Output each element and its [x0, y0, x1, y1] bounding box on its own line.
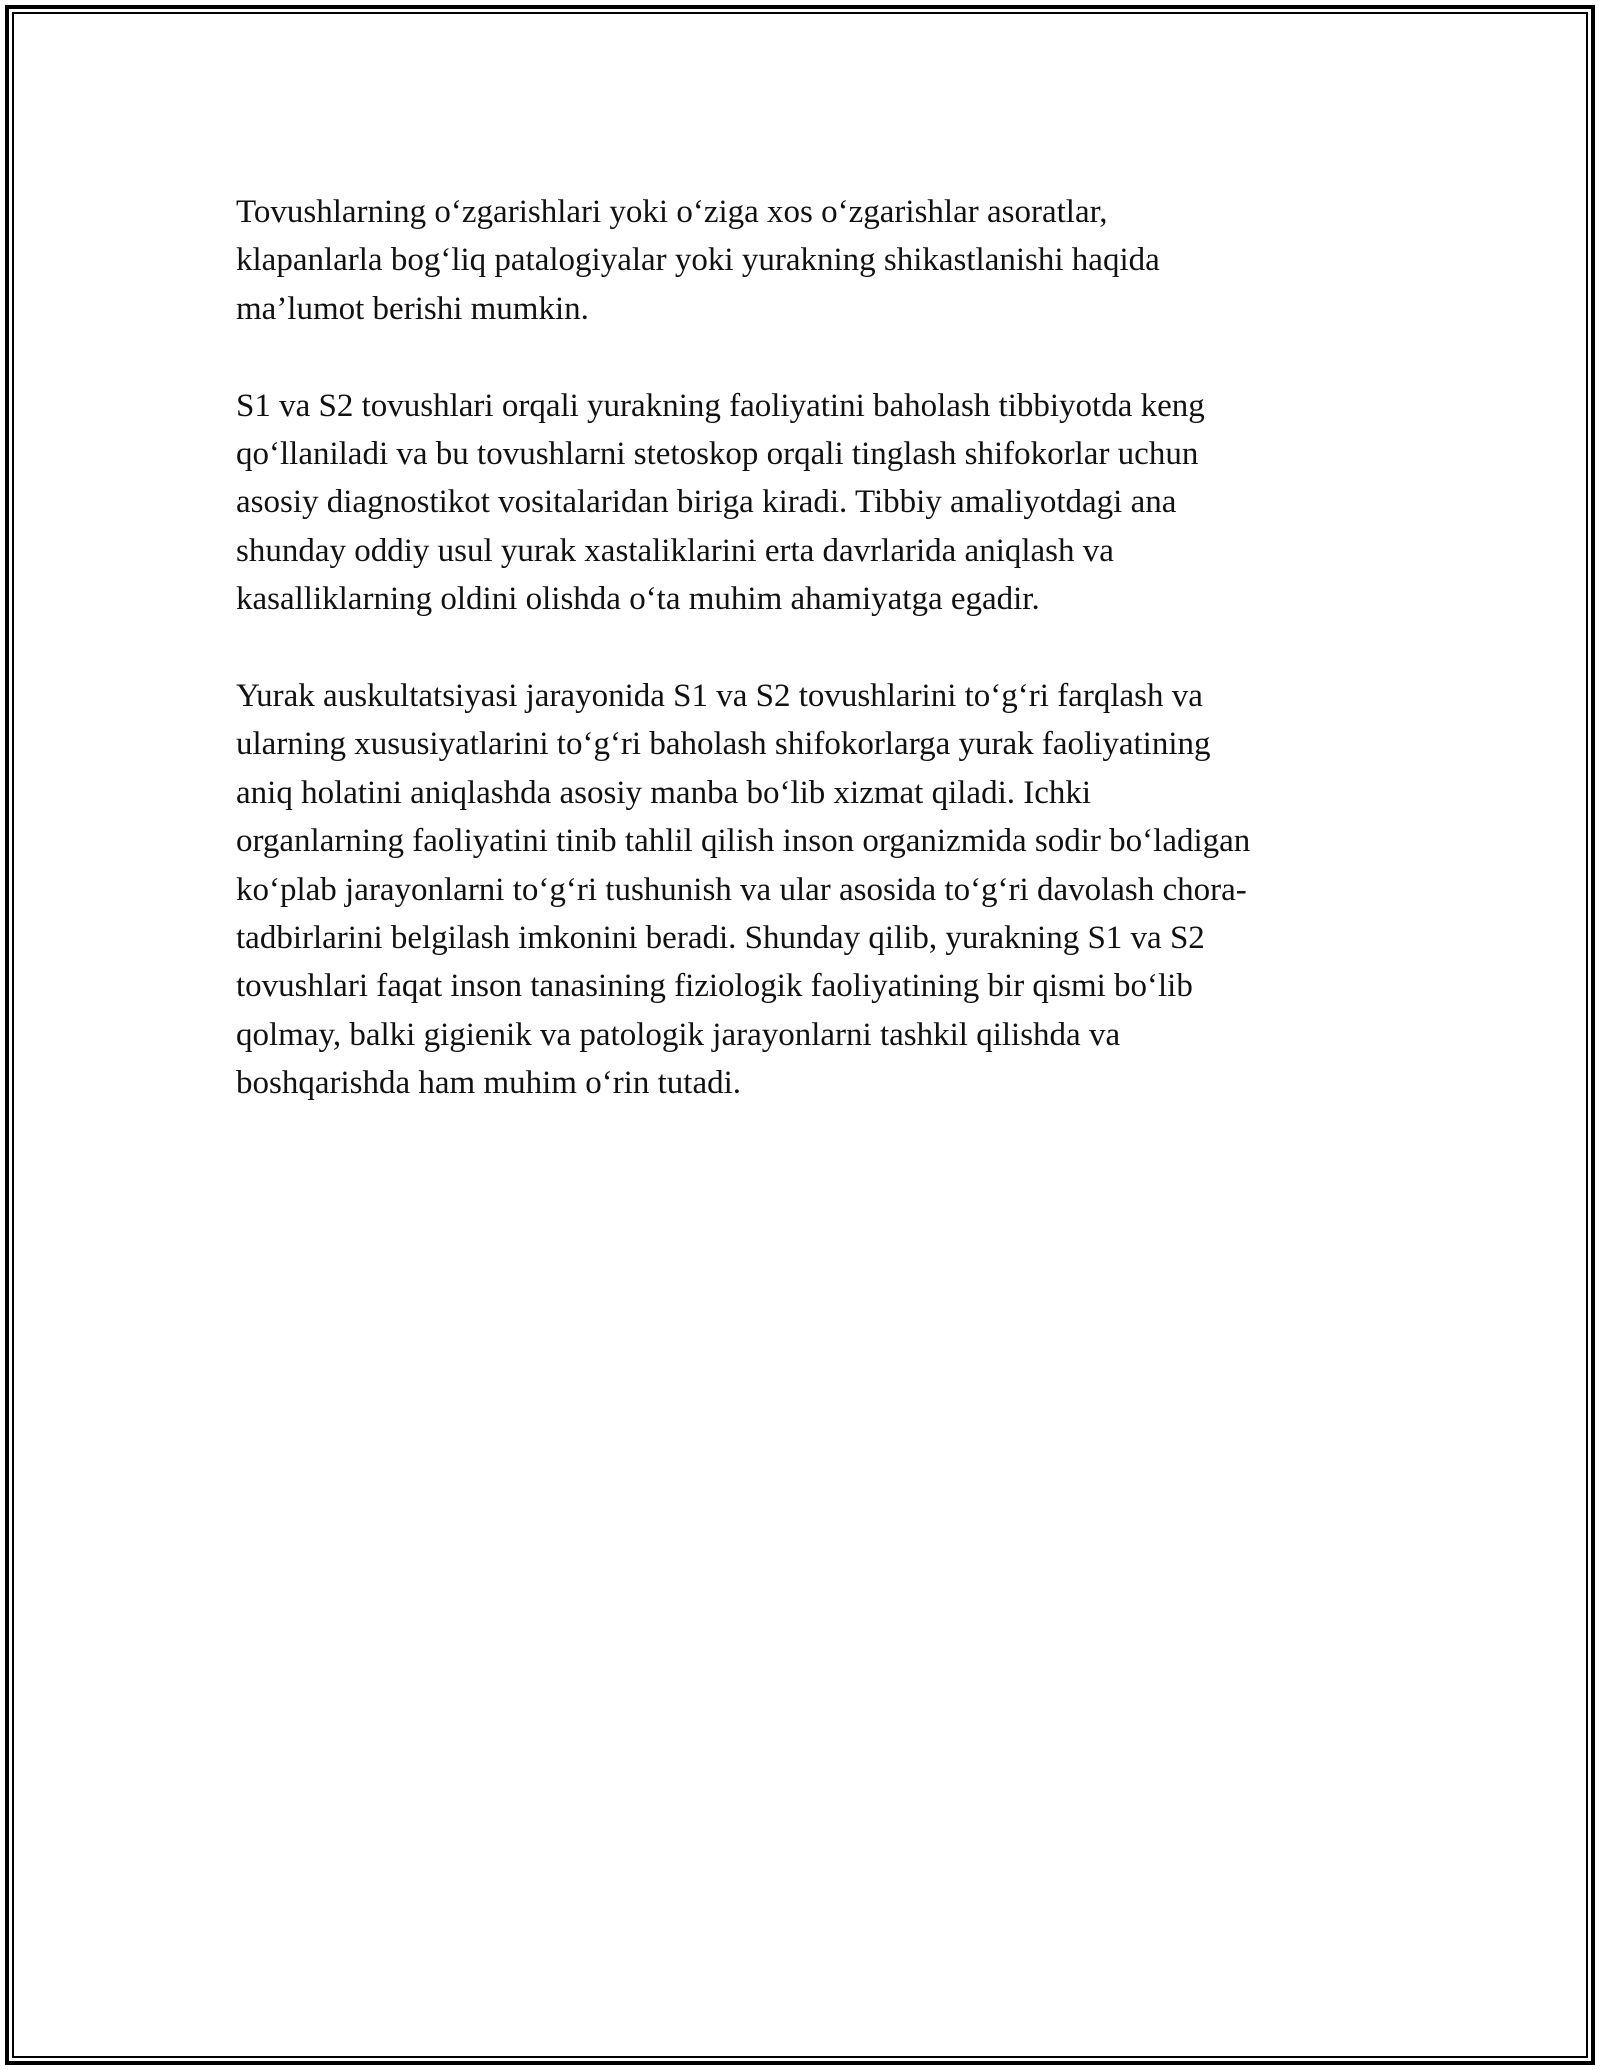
- paragraph-line: organlarning faoliyatini tinib tahlil qilish inson organizmida sodir bo‘ladigan: [236, 823, 1251, 860]
- paragraph-line: ko‘plab jarayonlarni to‘g‘ri tushunish va ular asosida to‘g‘ri davolash chora-: [236, 871, 1247, 908]
- paragraph-line: Yurak auskultatsiyasi jarayonida S1 va S2 tovushlarini to‘g‘ri farqlash va: [236, 678, 1203, 715]
- paragraph-line: shunday oddiy usul yurak xastaliklarini erta davrlarida aniqlash va: [236, 532, 1114, 569]
- paragraph-line: asosiy diagnostikot vositalaridan biriga kiradi. Tibbiy amaliyotdagi ana: [236, 484, 1177, 521]
- paragraph-line: tadbirlarini belgilash imkonini beradi. Shunday qilib, yurakning S1 va S2: [236, 920, 1205, 957]
- paragraph-line: tovushlari faqat inson tanasining fiziologik faoliyatining bir qismi bo‘lib: [236, 968, 1193, 1005]
- paragraph-line: boshqarishda ham muhim o‘rin tutadi.: [236, 1065, 742, 1102]
- paragraph-3: [236, 672, 1376, 1108]
- paragraph-1: [236, 188, 1376, 333]
- paragraph-line: kasalliklarning oldini olishda o‘ta muhim ahamiyatga egadir.: [236, 581, 1040, 618]
- paragraph-line: ma’lumot berishi mumkin.: [236, 290, 589, 327]
- paragraph-line: qo‘llaniladi va bu tovushlarni stetoskop orqali tinglash shifokorlar uchun: [236, 436, 1199, 473]
- paragraph-line: aniq holatini aniqlashda asosiy manba bo‘lib xizmat qiladi. Ichki: [236, 774, 1092, 811]
- paragraph-line: qolmay, balki gigienik va patologik jarayonlarni tashkil qilishda va: [236, 1016, 1121, 1053]
- paragraph-line: Tovushlarning o‘zgarishlari yoki o‘ziga xos o‘zgarishlar asoratlar,: [236, 194, 1108, 230]
- paragraph-2: [236, 382, 1376, 624]
- document-body: [236, 188, 1376, 1156]
- paragraph-line: ularning xususiyatlarini to‘g‘ri baholash shifokorlarga yurak faoliyatining: [236, 726, 1211, 763]
- paragraph-line: klapanlarla bog‘liq patalogiyalar yoki yurakning shikastlanishi haqida: [236, 242, 1160, 279]
- paragraph-line: S1 va S2 tovushlari orqali yurakning faoliyatini baholash tibbiyotda keng: [236, 387, 1205, 424]
